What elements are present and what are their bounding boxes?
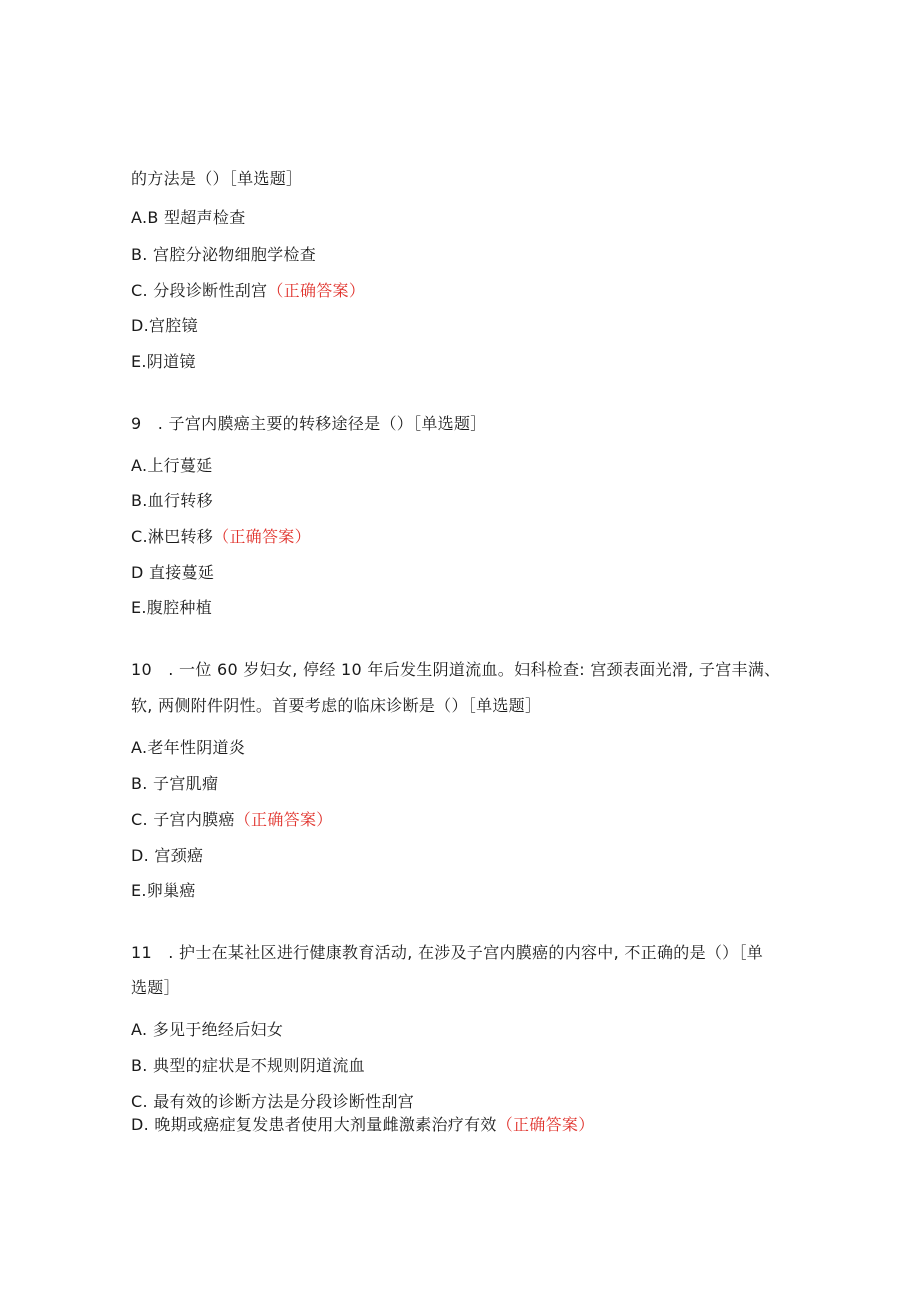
- q10-option-c: [131, 809, 333, 831]
- q8-option-a: A.B 型超声检查: [131, 208, 246, 227]
- q9-option-b: B.血行转移: [131, 491, 213, 510]
- q11-correct-answer-mark: （正确答案）: [496, 1115, 595, 1134]
- q9-correct-answer-mark: （正确答案）: [213, 527, 311, 546]
- q9-option-e: E.腹腔种植: [131, 598, 212, 617]
- q9-stem: 9 . 子宫内膜癌主要的转移途径是（）［单选题］: [131, 414, 487, 433]
- q8-option-b: B. 宫腔分泌物细胞学检查: [131, 245, 317, 264]
- q10-option-b: B. 子宫肌瘤: [131, 774, 219, 793]
- q11-option-c: C. 最有效的诊断方法是分段诊断性刮宫: [131, 1092, 415, 1111]
- q8-option-d: D.宫腔镜: [131, 316, 198, 335]
- q11-option-b: B. 典型的症状是不规则阴道流血: [131, 1056, 365, 1075]
- q10-option-c-text: C. 子宫内膜癌: [131, 810, 235, 829]
- q9-option-a: A.上行蔓延: [131, 456, 213, 475]
- q11-option-a: A. 多见于绝经后妇女: [131, 1020, 284, 1039]
- q11-option-d: [131, 1114, 595, 1136]
- q9-option-c: [131, 526, 311, 548]
- q10-correct-answer-mark: （正确答案）: [234, 810, 333, 829]
- q11-stem-line2: 选题］: [131, 978, 180, 997]
- q8-correct-answer-mark: （正确答案）: [267, 281, 366, 300]
- q10-stem-line1: 10 . 一位 60 岁妇女, 停经 10 年后发生阴道流血。妇科检查: 宫颈表面光滑, 子宫丰满、: [131, 660, 781, 679]
- q8-option-e: E.阴道镜: [131, 352, 196, 371]
- q11-stem-line1: 11 . 护士在某社区进行健康教育活动, 在涉及子宫内膜癌的内容中, 不正确的是（）［单: [131, 943, 764, 962]
- q10-option-d: D. 宫颈癌: [131, 846, 204, 865]
- q9-option-d: D 直接蔓延: [131, 563, 215, 582]
- q8-option-c: [131, 280, 365, 302]
- q9-option-c-text: C.淋巴转移: [131, 527, 214, 546]
- q11-option-d-text: D. 晚期或癌症复发患者使用大剂量雌激素治疗有效: [131, 1115, 497, 1134]
- q8-option-c-text: C. 分段诊断性刮宫: [131, 281, 268, 300]
- q10-option-a: A.老年性阴道炎: [131, 738, 246, 757]
- q10-stem-line2: 软, 两侧附件阴性。首要考虑的临床诊断是（）［单选题］: [131, 696, 542, 715]
- q10-option-e: E.卵巢癌: [131, 881, 196, 900]
- q8-stem-tail: 的方法是（）［单选题］: [131, 169, 303, 188]
